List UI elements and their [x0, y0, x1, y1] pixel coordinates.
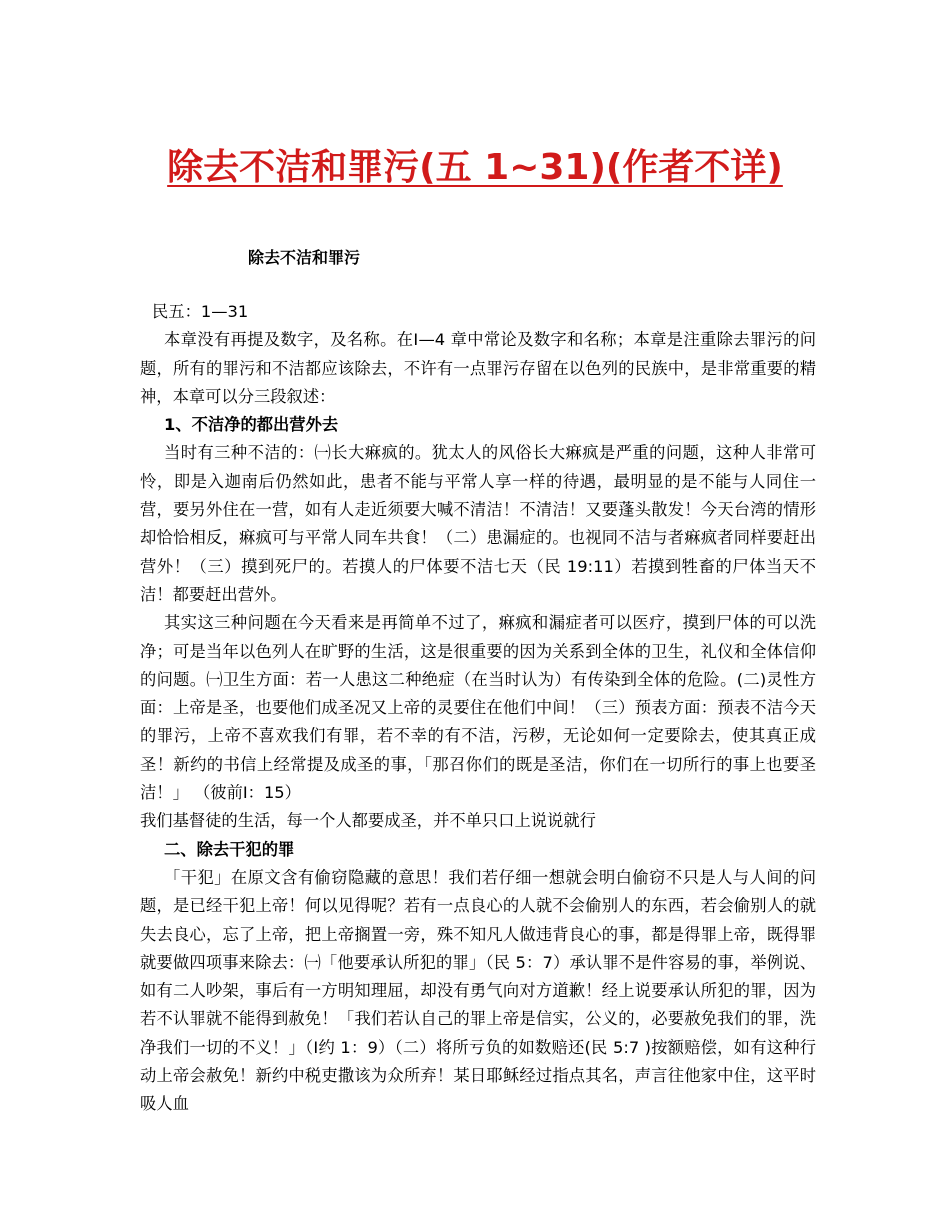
document-body	[140, 298, 816, 1119]
section-1-paragraph-1: 当时有三种不洁的：㈠长大痳疯的。犹太人的风俗长大痳疯是严重的问题，这种人非常可怜，即是入迦南后仍然如此，患者不能与平常人享一样的待遇，最明显的是不能与人同住一营，要另外住在一营，如有人走近须要大喊不清洁！不清洁！又要蓬头散发！今天台湾的情形却恰恰相反，痳疯可与平常人同车共食！（二）患漏症的。也视同不洁与者痳疯者同样要赶出营外！（三）摸到死尸的。若摸人的尸体要不洁七天（民 19:11）若摸到牲畜的尸体当天不洁！都要赶出营外。	[140, 443, 816, 604]
section-heading-1: 1、不洁净的都出营外去	[164, 415, 339, 435]
section-2-paragraph-1: 「干犯」在原文含有偷窃隐藏的意思！我们若仔细一想就会明白偷窃不只是人与人间的问题，是已经干犯上帝！何以见得呢？若有一点良心的人就不会偷别人的东西，若会偷别人的就失去良心，忘了上帝，把上帝搁置一旁，殊不知凡人做违背良心的事，都是得罪上帝，既得罪就要做四项事来除去：㈠「他要承认所犯的罪」（民 5：7）承认罪不是件容易的事，举例说、如有二人吵架，事后有一方明知理屈，却没有勇气向对方道歉！经上说要承认所犯的罪，因为若不认罪就不能得到赦免！「我们若认自己的罪上帝是信实，公义的，必要赦免我们的罪，洗净我们一切的不义！」（Ⅰ约 1：9）（二）将所亏负的如数赔还(民 5:7 )按额赔偿，如有这种行动上帝会赦免！新约中税吏撒该为众所弃！某日耶稣经过指点其名，声言往他家中住，这平时吸人血	[140, 867, 816, 1114]
document-subtitle: 除去不洁和罪污	[248, 248, 361, 267]
document-title: 除去不洁和罪污(五 1~31)(作者不详)	[167, 147, 783, 188]
scripture-reference: 民五：1—31	[152, 302, 249, 321]
section-heading-2: 二、除去干犯的罪	[164, 839, 295, 859]
section-1-paragraph-2: 其实这三种问题在今天看来是再简单不过了，痳疯和漏症者可以医疗，摸到尸体的可以洗净；可是当年以色列人在旷野的生活，这是很重要的因为关系到全体的卫生，礼仪和全体信仰的问题。㈠卫生方面：若一人患这二种绝症（在当时认为）有传染到全体的危险。(二)灵性方面：上帝是圣，也要他们成圣况又上帝的灵要住在他们中间！（三）预表方面：预表不洁今天的罪污，上帝不喜欢我们有罪，若不幸的有不洁，污秽，无论如何一定要除去，使其真正成圣！新约的书信上经常提及成圣的事，「那召你们的既是圣洁，你们在一切所行的事上也要圣洁！」 （彼前Ⅰ：15）	[140, 613, 816, 803]
intro-paragraph: 本章没有再提及数字，及名称。在Ⅰ—4 章中常论及数字和名称；本章是注重除去罪污的问题，所有的罪污和不洁都应该除去，不许有一点罪污存留在以色列的民族中，是非常重要的精神，本章可以分三段叙述：	[140, 330, 816, 406]
section-1-paragraph-3: 我们基督徒的生活，每一个人都要成圣，并不单只口上说说就行	[140, 811, 596, 831]
